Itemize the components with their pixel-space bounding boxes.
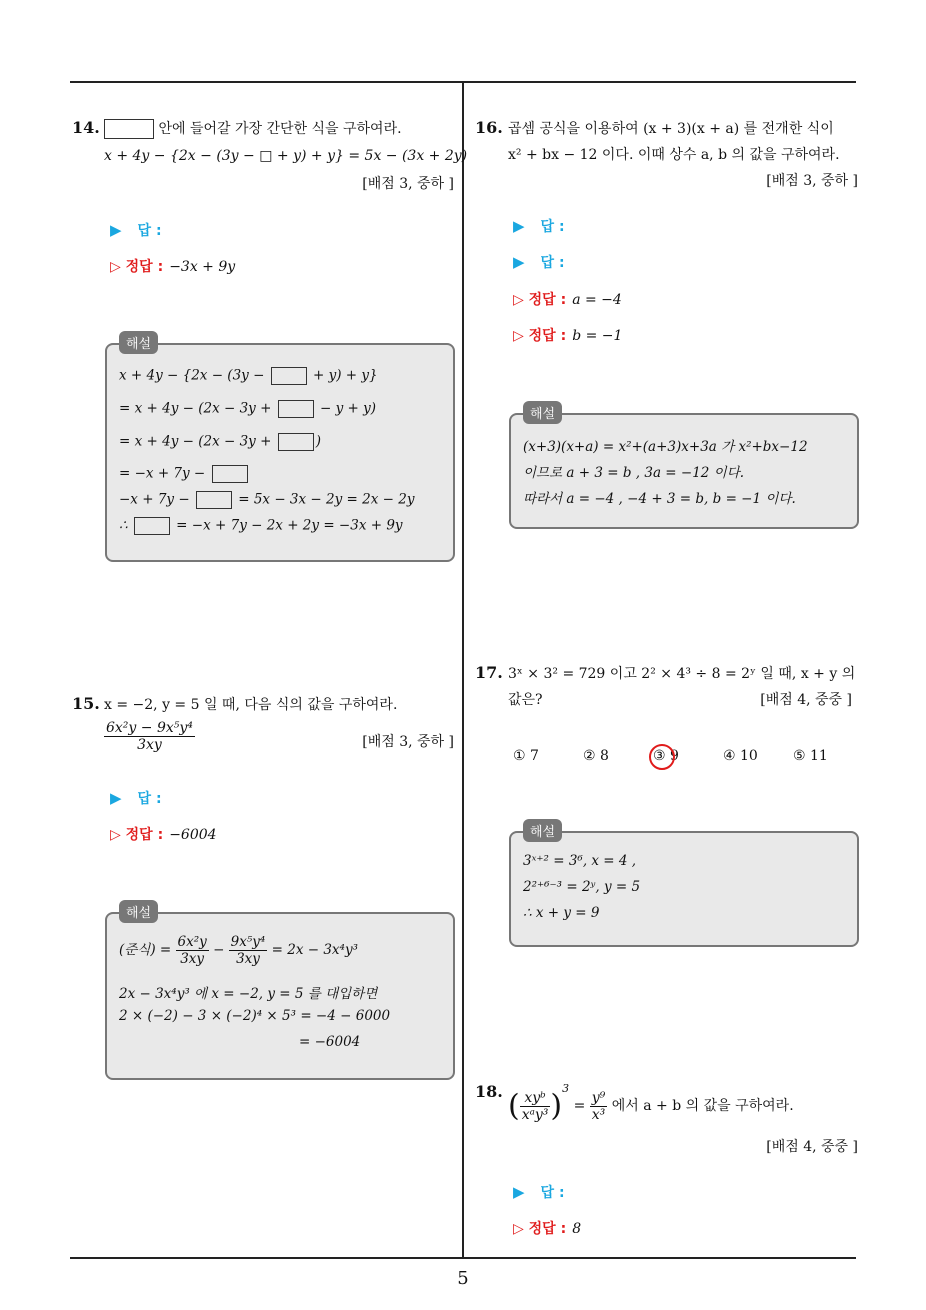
play-icon: ▶ [513,1183,525,1201]
solution-line: −x + 7y − = 5x − 3x − 2y = 2x − 2y [119,491,415,508]
solution-line: 2x − 3x⁴y³ 에 x = −2, y = 5 를 대입하면 [119,986,378,1002]
question-14-correct-answer [110,256,235,276]
question-14-solution-box [105,343,455,562]
blank-box [104,119,154,139]
question-18-correct-answer: ▷ 정답 : 8 [513,1221,582,1237]
solution-line: (준식) = $\frac{\text{6x²y}}{3xy}$ − $\frac{\text{9x⁵y⁴}}{3xy}$ = 2x − 3x⁴y³ [119,934,358,967]
hollow-triangle-icon: ▷ [110,259,121,275]
correct-label: 정답 : [125,259,164,275]
question-17-solution-box [509,831,859,947]
play-icon: ▶ [513,217,525,235]
question-14-points: [배점 3, 중하 ] [362,176,454,192]
solution-line: (x+3)(x+a) = x²+(a+3)x+3a 가 x²+bx−12 [523,439,808,455]
column-divider [462,82,464,1258]
question-14-prompt [104,118,402,140]
solution-line: x + 4y − {2x − (3y − + y) + y} [119,367,378,384]
question-17-line1: 3ˣ × 3² = 729 이고 2² × 4³ ÷ 8 = 2ʸ 일 때, x + y 의 [508,666,856,682]
hollow-triangle-icon: ▷ [513,1221,524,1237]
choice-5[interactable]: ⑤ 11 [793,748,828,764]
question-14-expression: x + 4y − {2x − (3y − □ + y) + y} = 5x − (3x + 2y) [104,148,468,164]
hollow-triangle-icon: ▷ [513,292,524,308]
question-15-number: 15. [72,694,100,713]
solution-line: 3ˣ⁺² = 3⁶, x = 4 , [523,853,637,869]
hollow-triangle-icon: ▷ [513,328,524,344]
question-16-number: 16. [475,118,503,137]
question-16-answer-field-1[interactable]: ▶ 답 : [513,217,565,235]
solution-line: = x + 4y − (2x − 3y + − y + y) [119,400,377,417]
question-16-line1: 곱셈 공식을 이용하여 (x + 3)(x + a) 를 전개한 식이 [508,121,834,137]
solution-line: 따라서 a = −4 , −4 + 3 = b, b = −1 이다. [523,491,796,507]
solution-line: = −x + 7y − [119,465,250,483]
solution-line: ∴ = −x + 7y − 2x + 2y = −3x + 9y [119,517,403,534]
question-16-correct-answer-2: ▷ 정답 : b = −1 [513,328,623,344]
solution-line: ∴ x + y = 9 [523,905,600,921]
question-16-correct-answer-1: ▷ 정답 : a = −4 [513,292,622,308]
question-18-expression: ( $\frac{\text{xyᵇ}}{\text{xᵃy³}}$ )$^3$ = $\frac{\text{y⁹}}{\text{x³}}$ 에서 a + b 의 값을 구하여라. [508,1082,794,1124]
question-18-answer-field[interactable]: ▶ 답 : [513,1183,565,1201]
answer-label: 답 : [137,223,162,239]
play-icon: ▶ [110,789,122,807]
question-15-points: [배점 3, 중하 ] [362,734,454,750]
page-number: 5 [457,1268,469,1289]
choice-4[interactable]: ④ 10 [723,748,758,764]
question-17-line2: 값은? [508,692,543,708]
solution-line: 이므로 a + 3 = b , 3a = −12 이다. [523,465,745,481]
question-17-points: [배점 4, 중중 ] [760,692,852,708]
question-15-fraction: $\frac{\text{6x²y − 9x⁵y⁴}}{3xy}$ [106,720,193,753]
question-16-answer-field-2[interactable]: ▶ 답 : [513,253,565,271]
bottom-rule [70,1257,856,1259]
question-14-prompt-text: 안에 들어갈 가장 간단한 식을 구하여라. [158,121,402,137]
solution-line: = x + 4y − (2x − 3y + ) [119,433,321,450]
solution-line: 2²⁺⁶⁻³ = 2ʸ, y = 5 [523,879,641,895]
question-15-solution-box [105,912,455,1080]
question-17-number: 17. [475,663,503,682]
choice-2[interactable]: ② 8 [583,748,609,764]
play-icon: ▶ [110,221,122,239]
solution-tag: 해설 [119,900,158,923]
choice-3[interactable]: ③ 9 [653,748,679,764]
question-14-answer-field[interactable] [110,220,162,240]
question-15-prompt: x = −2, y = 5 일 때, 다음 식의 값을 구하여라. [104,697,398,713]
question-18-number: 18. [475,1082,503,1101]
hollow-triangle-icon: ▷ [110,827,121,843]
solution-line: 2 × (−2) − 3 × (−2)⁴ × 5³ = −4 − 6000 [119,1008,391,1024]
solution-tag: 해설 [523,819,562,842]
question-15-answer-field[interactable]: ▶ 답 : [110,789,162,807]
solution-line: = −6004 [299,1034,361,1050]
question-16-points: [배점 3, 중하 ] [766,173,858,189]
selected-choice-circle [649,744,675,770]
question-18-points: [배점 4, 중중 ] [766,1139,858,1155]
solution-tag: 해설 [119,331,158,354]
question-15-correct-answer: ▷ 정답 : −6004 [110,827,217,843]
question-14-number: 14. [72,118,100,137]
play-icon: ▶ [513,253,525,271]
correct-value: −3x + 9y [169,259,236,275]
question-16-solution-box [509,413,859,529]
solution-tag: 해설 [523,401,562,424]
choice-1[interactable]: ① 7 [513,748,539,764]
question-16-line2: x² + bx − 12 이다. 이때 상수 a, b 의 값을 구하여라. [508,147,840,163]
